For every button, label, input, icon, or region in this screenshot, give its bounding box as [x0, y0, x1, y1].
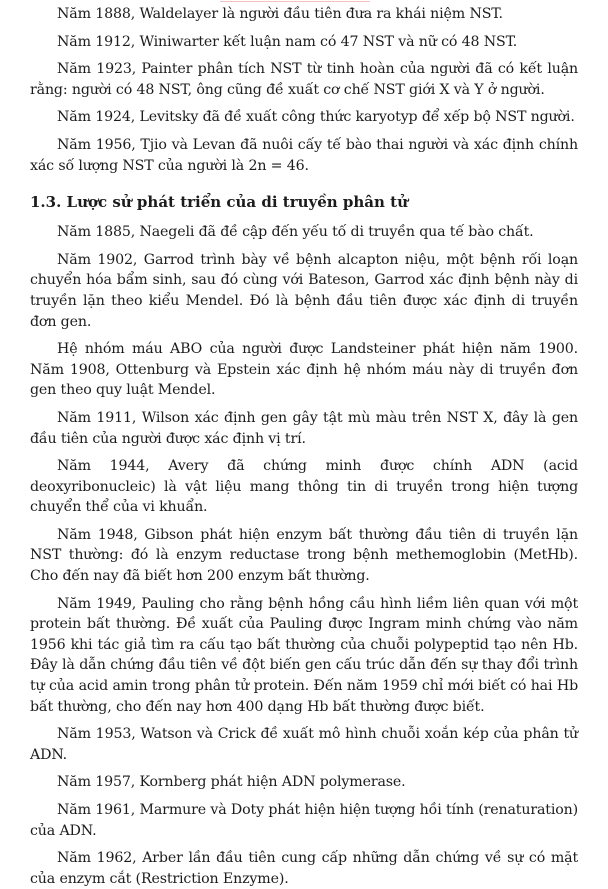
paragraph-1923: Năm 1923, Painter phân tích NST từ tinh hoàn của người đã có kết luận rằng: người có 48 NST, ông cũng đề xuất cơ chế NST giới X và Y ở người.: [30, 61, 578, 98]
paragraph-1944: Năm 1944, Avery đã chứng minh được chính ADN (acid deoxyribonucleic) là vật liệu mang thông tin di truyền trong hiện tượng chuyển thể của vi khuẩn.: [30, 458, 578, 516]
paragraph-1888: Năm 1888, Waldelayer là người đầu tiên đưa ra khái niệm NST.: [57, 6, 503, 22]
paragraph-1948: Năm 1948, Gibson phát hiện enzym bất thường đầu tiên di truyền lặn NST thường: đó là enzym reductase trong bệnh methemoglobin (MetHb). Cho đến nay đã biết hơn 200 enzym bất thường.: [30, 526, 578, 585]
paragraph-1902: Năm 1902, Garrod trình bày về bệnh alcapton niệu, một bệnh rối loạn chuyển hóa bẩm sinh, sau đó cùng với Bateson, Garrod xác định bệnh này di truyền lặn theo kiểu Mendel. Đó là bệnh đầu tiên được xác định di truyền đơn gen.: [30, 251, 578, 330]
paragraph-1949: Năm 1949, Pauling cho rằng bệnh hồng cầu hình liềm liên quan với một protein bất thường. Đề xuất của Pauling được Ingram minh chứng vào năm 1956 khi tác giả tìm ra cấu tạo bất thường của chuỗi polypeptid tạo nên Hb. Đây là dẫn chứng đầu tiên về đột biến gen cấu trúc dẫn đến sự thay đổi trình tự của acid amin trong phân tử protein. Đến năm 1959 chỉ mới biết có hai Hb bất thường, cho đến nay hơn 400 dạng Hb bất thường được biết.: [30, 595, 578, 715]
paragraph-abo: Hệ nhóm máu ABO của người được Landsteiner phát hiện năm 1900. Năm 1908, Ottenburg và Epstein xác định hệ nhóm máu này di truyền đơn gen theo quy luật Mendel.: [30, 341, 578, 399]
paragraph-1961: Năm 1961, Marmure và Doty phát hiện hiện tượng hồi tính (renaturation) của ADN.: [30, 802, 578, 839]
paragraph-1912: Năm 1912, Winiwarter kết luận nam có 47 NST và nữ có 48 NST.: [57, 33, 518, 50]
paragraph-1962: Năm 1962, Arber lần đầu tiên cung cấp những dẫn chứng về sự có mặt của enzym cắt (Restriction Enzyme).: [30, 850, 578, 887]
paragraph-1885: Năm 1885, Naegeli đã đề cập đến yếu tố di truyền qua tế bào chất.: [57, 224, 534, 241]
paragraph-1957: Năm 1957, Kornberg phát hiện ADN polymerase.: [57, 774, 406, 791]
section-heading: 1.3. Lược sử phát triển của di truyền phân tử: [30, 193, 408, 212]
paragraph-1953: Năm 1953, Watson và Crick đề xuất mô hình chuỗi xoắn kép của phân tử ADN.: [30, 726, 578, 763]
watermark-mark: [220, 0, 370, 2]
paragraph-1956: Năm 1956, Tjio và Levan đã nuôi cấy tế bào thai người và xác định chính xác số lượng NST của người là 2n = 46.: [30, 136, 578, 174]
paragraph-1911: Năm 1911, Wilson xác định gen gây tật mù màu trên NST X, đây là gen đầu tiên của người được xác định vị trí.: [30, 409, 578, 447]
paragraph-1924: Năm 1924, Levitsky đã đề xuất công thức karyotyp để xếp bộ NST người.: [57, 109, 575, 126]
